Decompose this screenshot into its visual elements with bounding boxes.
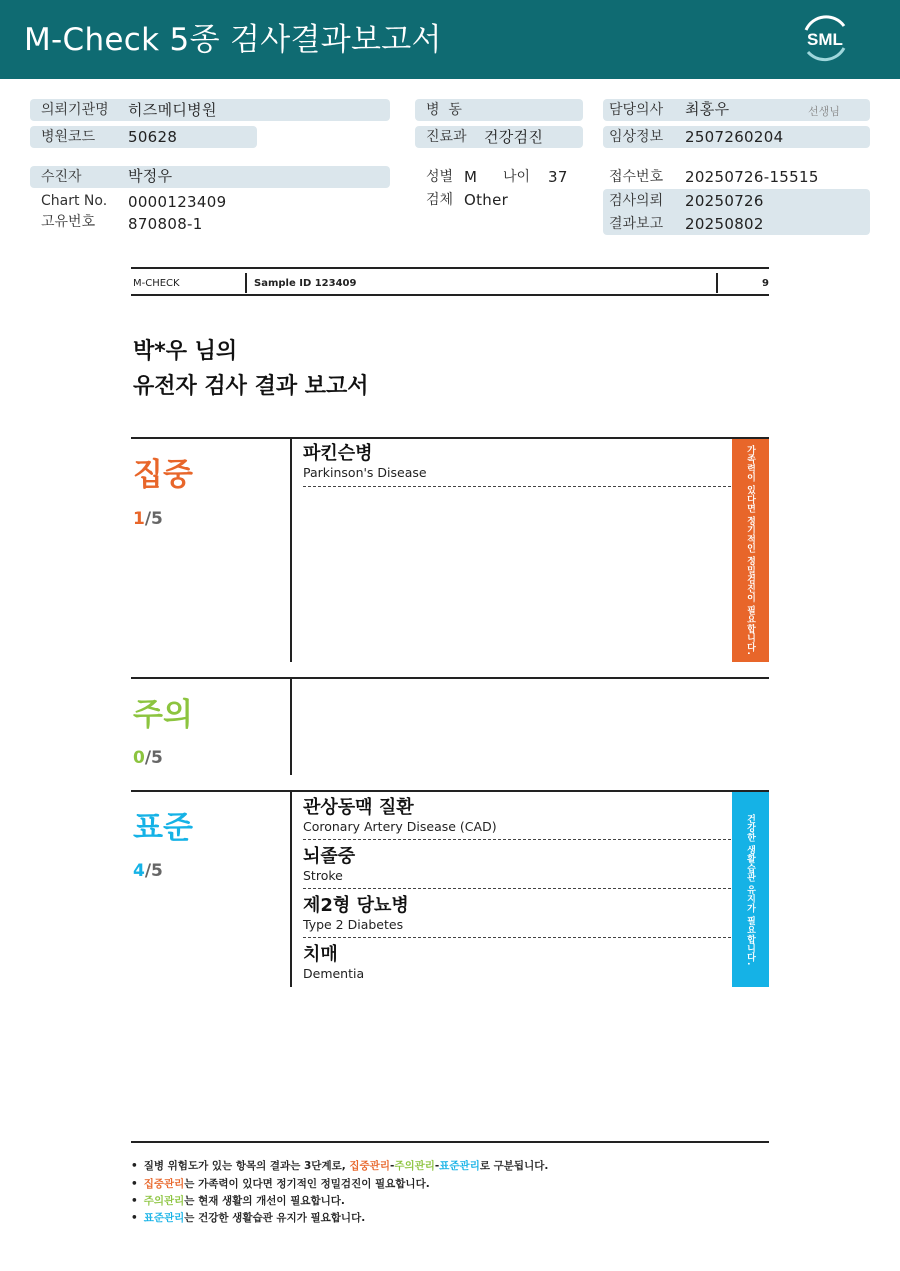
clinical-value: 2507260204 <box>685 128 784 146</box>
disease-name-ko: 제2형 당뇨병 <box>303 895 409 916</box>
footer-text: 로 구분됩니다. <box>479 1160 549 1172</box>
disease-name-ko: 관상동맥 질환 <box>303 797 414 818</box>
disease-name-en: Stroke <box>303 868 343 883</box>
disease-item <box>303 846 731 884</box>
specimen-label: 검체 <box>426 192 454 208</box>
disease-name-en: Dementia <box>303 966 365 981</box>
institution-label: 의뢰기관명 <box>41 102 109 118</box>
footer-note-4 <box>131 1210 365 1227</box>
focus-keyword: 집중관리 <box>143 1178 185 1190</box>
request-date-value: 20250726 <box>685 192 764 210</box>
disease-name-ko: 치매 <box>303 944 338 965</box>
standard-keyword: 표준관리 <box>439 1160 480 1172</box>
bullet: • <box>131 1195 138 1207</box>
report-date-label: 결과보고 <box>609 216 664 232</box>
receipt-no-value: 20250726-15515 <box>685 168 819 186</box>
footer-text: 질병 위험도가 있는 항목의 결과는 3단계로, <box>143 1160 350 1172</box>
standard-note: 건강한 생활습관 유지가 필요합니다. <box>745 813 755 966</box>
item-divider <box>303 888 731 889</box>
caution-section-title: 주의 <box>133 697 193 733</box>
caution-section-divider <box>290 677 292 775</box>
doctor-value: 최홍우 <box>685 100 730 118</box>
caution-count-value: 0 <box>133 748 145 768</box>
report-header <box>0 0 900 79</box>
request-date-label: 검사의뢰 <box>609 193 664 209</box>
separator: - <box>389 1160 395 1172</box>
disease-item <box>303 797 731 835</box>
disease-name-ko: 파킨슨병 <box>303 443 373 464</box>
caution-count-total: /5 <box>144 748 163 768</box>
standard-note-sidebar <box>732 792 769 987</box>
logo-text: SML <box>807 30 843 49</box>
specimen-value: Other <box>464 191 509 209</box>
focus-keyword: 집중관리 <box>349 1160 390 1172</box>
bullet: • <box>131 1178 138 1190</box>
disease-item <box>303 443 731 481</box>
chart-no-value: 0000123409 <box>128 193 227 211</box>
disease-name-en: Coronary Artery Disease (CAD) <box>303 819 497 834</box>
institution-value: 히즈메디병원 <box>128 101 217 119</box>
focus-count-total: /5 <box>144 509 163 529</box>
footer-note-3 <box>131 1193 345 1210</box>
clinical-label: 임상정보 <box>609 129 664 145</box>
standard-count-value: 4 <box>133 861 145 881</box>
footer-note-1 <box>131 1158 548 1175</box>
standard-section-divider <box>290 790 292 987</box>
caution-section-top-rule <box>131 677 769 679</box>
unique-no-label: 고유번호 <box>41 214 96 230</box>
standard-keyword: 표준관리 <box>143 1212 185 1224</box>
sample-id: Sample ID 123409 <box>254 278 357 289</box>
focus-section-count <box>133 509 163 529</box>
doctor-label: 담당의사 <box>609 102 664 118</box>
footer-note-2 <box>131 1176 430 1193</box>
report-title-line2: 유전자 검사 결과 보고서 <box>133 374 369 399</box>
report-bar-divider-2 <box>716 273 718 293</box>
report-bar-top-rule <box>131 267 769 269</box>
disease-name-ko: 뇌졸중 <box>303 846 356 867</box>
separator: - <box>434 1160 440 1172</box>
footer-text: 는 현재 생활의 개선이 필요합니다. <box>184 1195 345 1207</box>
bullet: • <box>131 1160 138 1172</box>
patient-value: 박정우 <box>128 167 173 185</box>
doctor-suffix: 선생님 <box>808 105 840 118</box>
item-divider <box>303 486 731 487</box>
footer-text: 는 가족력이 있다면 정기적인 정밀검진이 필요합니다. <box>184 1178 430 1190</box>
standard-section-title: 표준 <box>133 810 193 846</box>
sml-logo <box>796 12 854 64</box>
report-bar-bottom-rule <box>131 294 769 296</box>
disease-item <box>303 944 731 982</box>
item-divider <box>303 937 731 938</box>
caution-keyword: 주의관리 <box>394 1160 435 1172</box>
standard-count-total: /5 <box>144 861 163 881</box>
age-value: 37 <box>548 168 568 186</box>
focus-count-value: 1 <box>133 509 145 529</box>
footer-text: 는 건강한 생활습관 유지가 필요합니다. <box>184 1212 366 1224</box>
disease-item <box>303 895 731 933</box>
disease-name-en: Parkinson's Disease <box>303 465 427 480</box>
dept-label: 진료과 <box>426 129 467 145</box>
report-date-value: 20250802 <box>685 215 764 233</box>
report-title <box>133 334 369 404</box>
focus-note-sidebar <box>732 439 769 662</box>
page-number: 9 <box>762 278 769 289</box>
focus-note: 가족력이 있다면 정기적인 정밀검진이 필요합니다. <box>745 445 755 656</box>
report-title-line1: 박*우 님의 <box>133 339 238 364</box>
report-bar-divider-1 <box>245 273 247 293</box>
disease-name-en: Type 2 Diabetes <box>303 917 404 932</box>
sex-value: M <box>464 168 478 186</box>
page-title: M-Check 5종 검사결과보고서 <box>24 22 442 58</box>
patient-label: 수진자 <box>41 169 82 185</box>
ward-label: 병 동 <box>426 102 462 118</box>
product-name: M-CHECK <box>133 278 180 289</box>
item-divider <box>303 839 731 840</box>
chart-no-label: Chart No. <box>41 193 108 209</box>
focus-section-title: 집중 <box>133 457 193 493</box>
sex-label: 성별 <box>426 169 454 185</box>
age-label: 나이 <box>503 169 531 185</box>
patient-row <box>30 166 390 188</box>
receipt-no-label: 접수번호 <box>609 169 664 185</box>
standard-section-count <box>133 861 163 881</box>
caution-keyword: 주의관리 <box>143 1195 185 1207</box>
footer-rule <box>131 1141 769 1143</box>
caution-section-count <box>133 748 163 768</box>
unique-no-value: 870808-1 <box>128 215 203 233</box>
hospital-code-value: 50628 <box>128 128 178 146</box>
dept-value: 건강검진 <box>484 128 544 146</box>
focus-section-divider <box>290 437 292 662</box>
standard-section-top-rule <box>131 790 769 792</box>
focus-section-top-rule <box>131 437 769 439</box>
hospital-code-label: 병원코드 <box>41 129 96 145</box>
bullet: • <box>131 1212 138 1224</box>
